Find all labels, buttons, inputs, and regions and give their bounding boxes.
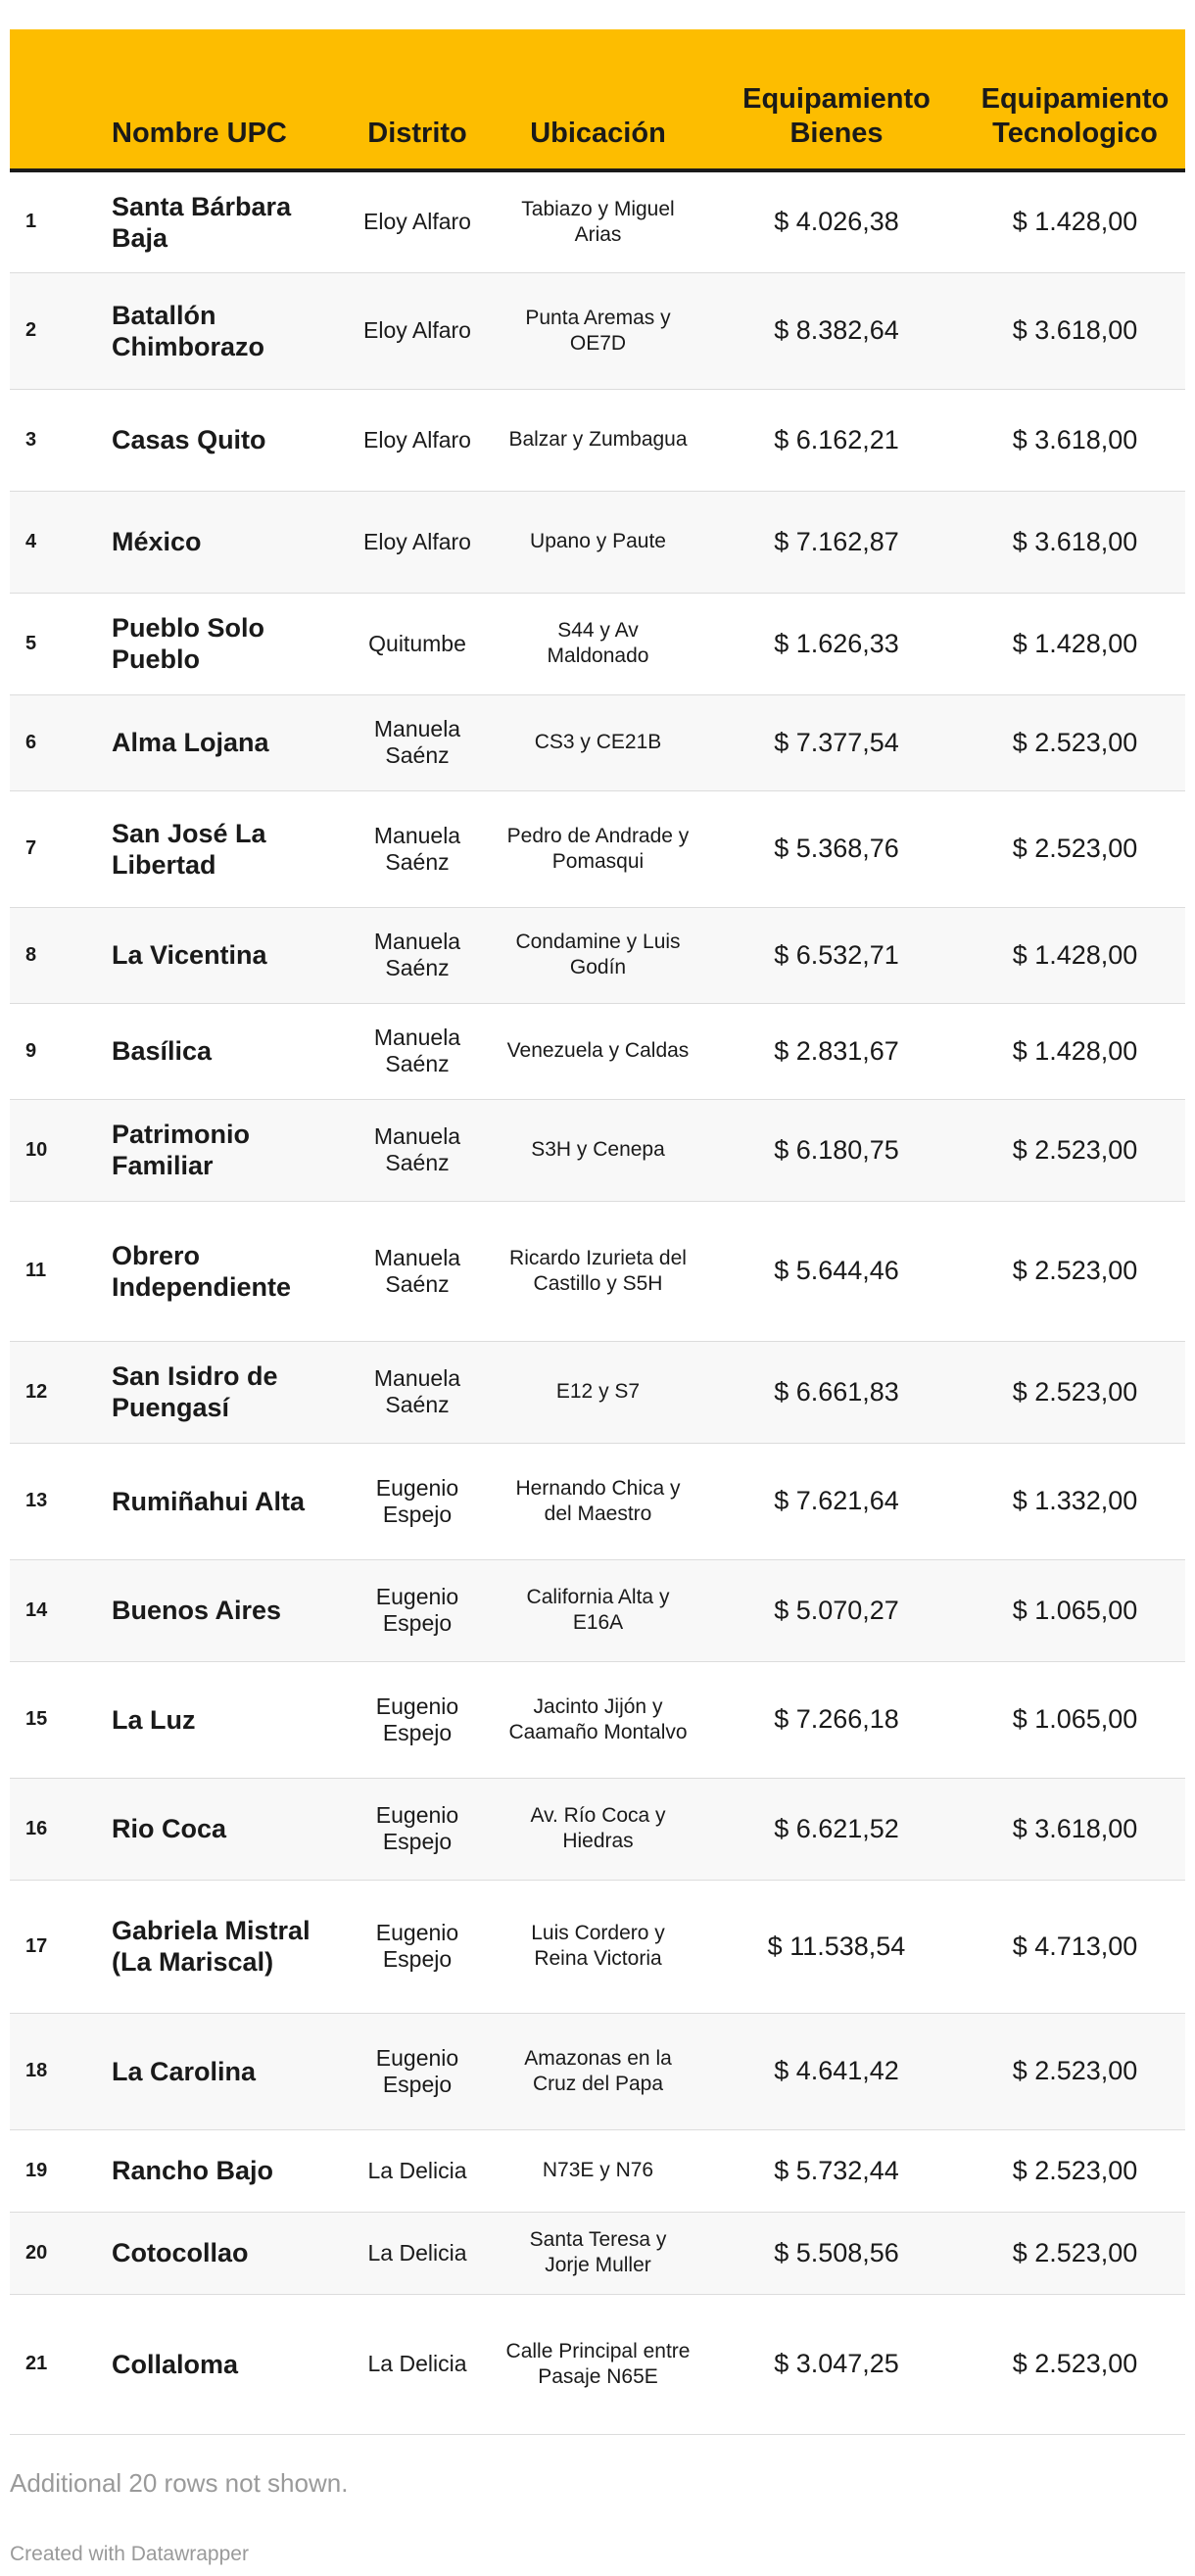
cell-distrito: Quitumbe [347,593,488,694]
datawrapper-credit[interactable]: Created with Datawrapper [10,2543,249,2565]
cell-equipamiento-bienes: $ 6.162,21 [708,389,965,491]
cell-ubicacion: Condamine y Luis Godín [488,907,708,1003]
cell-distrito: Eugenio Espejo [347,1880,488,2013]
column-header-equipamiento-bienes[interactable]: Equipamiento Bienes [708,29,965,170]
table-row [10,1201,1185,1341]
column-header-distrito[interactable]: Distrito [347,29,488,170]
table-row [10,389,1185,491]
table-row [10,907,1185,1003]
cell-equipamiento-tecnologico: $ 3.618,00 [965,491,1185,593]
cell-equipamiento-tecnologico: $ 2.523,00 [965,2294,1185,2434]
cell-equipamiento-bienes: $ 3.047,25 [708,2294,965,2434]
cell-number: 6 [10,694,112,790]
cell-nombre-upc: Rio Coca [112,1778,347,1880]
data-table [10,29,1185,2435]
cell-nombre-upc: Alma Lojana [112,694,347,790]
cell-equipamiento-tecnologico: $ 1.065,00 [965,1661,1185,1778]
table-row [10,491,1185,593]
cell-equipamiento-tecnologico: $ 4.713,00 [965,1880,1185,2013]
cell-distrito: Manuela Saénz [347,907,488,1003]
cell-nombre-upc: San José La Libertad [112,790,347,907]
table-row [10,2212,1185,2294]
cell-ubicacion: CS3 y CE21B [488,694,708,790]
cell-number: 21 [10,2294,112,2434]
cell-number: 10 [10,1099,112,1201]
table-row [10,1778,1185,1880]
cell-distrito: La Delicia [347,2212,488,2294]
cell-nombre-upc: Buenos Aires [112,1559,347,1661]
cell-equipamiento-tecnologico: $ 1.065,00 [965,1559,1185,1661]
cell-distrito: Manuela Saénz [347,1003,488,1099]
cell-nombre-upc: Santa Bárbara Baja [112,170,347,272]
cell-nombre-upc: México [112,491,347,593]
cell-number: 2 [10,272,112,389]
cell-equipamiento-tecnologico: $ 3.618,00 [965,389,1185,491]
column-header-ubicacion[interactable]: Ubicación [488,29,708,170]
cell-equipamiento-bienes: $ 7.266,18 [708,1661,965,1778]
cell-distrito: Eloy Alfaro [347,272,488,389]
cell-distrito: Eloy Alfaro [347,491,488,593]
cell-number: 5 [10,593,112,694]
cell-equipamiento-tecnologico: $ 1.428,00 [965,1003,1185,1099]
cell-ubicacion: Santa Teresa y Jorje Muller [488,2212,708,2294]
cell-nombre-upc: Basílica [112,1003,347,1099]
table-row [10,1003,1185,1099]
column-header-number[interactable] [10,29,112,170]
cell-equipamiento-tecnologico: $ 2.523,00 [965,1201,1185,1341]
cell-ubicacion: Pedro de Andrade y Pomasqui [488,790,708,907]
cell-equipamiento-tecnologico: $ 1.428,00 [965,907,1185,1003]
cell-equipamiento-bienes: $ 7.162,87 [708,491,965,593]
cell-number: 11 [10,1201,112,1341]
cell-equipamiento-tecnologico: $ 3.618,00 [965,272,1185,389]
cell-equipamiento-tecnologico: $ 2.523,00 [965,694,1185,790]
cell-distrito: Eugenio Espejo [347,1778,488,1880]
cell-ubicacion: Tabiazo y Miguel Arias [488,170,708,272]
cell-ubicacion: Ricardo Izurieta del Castillo y S5H [488,1201,708,1341]
cell-distrito: Eugenio Espejo [347,1443,488,1559]
cell-distrito: Manuela Saénz [347,694,488,790]
table-row [10,272,1185,389]
cell-number: 1 [10,170,112,272]
cell-equipamiento-bienes: $ 4.641,42 [708,2013,965,2129]
cell-distrito: Eugenio Espejo [347,2013,488,2129]
cell-nombre-upc: La Luz [112,1661,347,1778]
cell-equipamiento-bienes: $ 1.626,33 [708,593,965,694]
cell-ubicacion: Hernando Chica y del Maestro [488,1443,708,1559]
cell-ubicacion: Amazonas en la Cruz del Papa [488,2013,708,2129]
cell-nombre-upc: San Isidro de Puengasí [112,1341,347,1443]
cell-equipamiento-bienes: $ 6.661,83 [708,1341,965,1443]
cell-equipamiento-tecnologico: $ 2.523,00 [965,2212,1185,2294]
table-row [10,593,1185,694]
table-notes: Additional 20 rows not shown. [10,2468,349,2498]
cell-equipamiento-bienes: $ 5.644,46 [708,1201,965,1341]
cell-ubicacion: Upano y Paute [488,491,708,593]
cell-nombre-upc: Pueblo Solo Pueblo [112,593,347,694]
cell-equipamiento-bienes: $ 6.180,75 [708,1099,965,1201]
cell-ubicacion: Punta Aremas y OE7D [488,272,708,389]
cell-equipamiento-bienes: $ 6.532,71 [708,907,965,1003]
cell-ubicacion: N73E y N76 [488,2129,708,2212]
cell-equipamiento-bienes: $ 2.831,67 [708,1003,965,1099]
table-row [10,170,1185,272]
table-row [10,1099,1185,1201]
cell-number: 17 [10,1880,112,2013]
cell-equipamiento-bienes: $ 8.382,64 [708,272,965,389]
table-row [10,694,1185,790]
table-row [10,2129,1185,2212]
cell-distrito: Eugenio Espejo [347,1559,488,1661]
cell-nombre-upc: Cotocollao [112,2212,347,2294]
cell-number: 18 [10,2013,112,2129]
cell-equipamiento-tecnologico: $ 2.523,00 [965,2129,1185,2212]
cell-nombre-upc: La Carolina [112,2013,347,2129]
cell-distrito: La Delicia [347,2294,488,2434]
cell-distrito: Eloy Alfaro [347,170,488,272]
cell-ubicacion: Jacinto Jijón y Caamaño Montalvo [488,1661,708,1778]
cell-ubicacion: S3H y Cenepa [488,1099,708,1201]
cell-ubicacion: Balzar y Zumbagua [488,389,708,491]
table-row [10,1341,1185,1443]
cell-equipamiento-tecnologico: $ 2.523,00 [965,2013,1185,2129]
table-row [10,1661,1185,1778]
cell-number: 15 [10,1661,112,1778]
cell-equipamiento-tecnologico: $ 2.523,00 [965,790,1185,907]
cell-number: 19 [10,2129,112,2212]
cell-number: 3 [10,389,112,491]
cell-number: 8 [10,907,112,1003]
table-row [10,790,1185,907]
cell-equipamiento-tecnologico: $ 1.428,00 [965,593,1185,694]
cell-number: 13 [10,1443,112,1559]
cell-nombre-upc: Obrero Independiente [112,1201,347,1341]
table-row [10,2013,1185,2129]
cell-number: 7 [10,790,112,907]
cell-distrito: Eugenio Espejo [347,1661,488,1778]
cell-equipamiento-bienes: $ 5.368,76 [708,790,965,907]
table-body [10,170,1185,2434]
cell-number: 14 [10,1559,112,1661]
table-row [10,1559,1185,1661]
cell-equipamiento-bienes: $ 11.538,54 [708,1880,965,2013]
table-row [10,1443,1185,1559]
cell-distrito: Manuela Saénz [347,790,488,907]
cell-ubicacion: E12 y S7 [488,1341,708,1443]
column-header-equipamiento-tecnologico[interactable]: Equipamiento Tecnologico [965,29,1185,170]
table-row [10,1880,1185,2013]
cell-nombre-upc: Batallón Chimborazo [112,272,347,389]
cell-equipamiento-bienes: $ 7.621,64 [708,1443,965,1559]
cell-nombre-upc: Rumiñahui Alta [112,1443,347,1559]
cell-distrito: Manuela Saénz [347,1341,488,1443]
cell-ubicacion: Luis Cordero y Reina Victoria [488,1880,708,2013]
cell-distrito: Manuela Saénz [347,1201,488,1341]
cell-number: 16 [10,1778,112,1880]
table-row [10,2294,1185,2434]
cell-ubicacion: Calle Principal entre Pasaje N65E [488,2294,708,2434]
cell-nombre-upc: Casas Quito [112,389,347,491]
cell-ubicacion: Av. Río Coca y Hiedras [488,1778,708,1880]
table-container [10,29,1185,2435]
cell-number: 4 [10,491,112,593]
cell-equipamiento-tecnologico: $ 2.523,00 [965,1099,1185,1201]
cell-nombre-upc: Collaloma [112,2294,347,2434]
cell-equipamiento-tecnologico: $ 3.618,00 [965,1778,1185,1880]
cell-equipamiento-bienes: $ 6.621,52 [708,1778,965,1880]
cell-number: 20 [10,2212,112,2294]
cell-nombre-upc: Patrimonio Familiar [112,1099,347,1201]
cell-nombre-upc: Gabriela Mistral (La Mariscal) [112,1880,347,2013]
cell-equipamiento-tecnologico: $ 2.523,00 [965,1341,1185,1443]
cell-ubicacion: California Alta y E16A [488,1559,708,1661]
cell-equipamiento-bienes: $ 5.732,44 [708,2129,965,2212]
table-header [10,29,1185,170]
cell-nombre-upc: Rancho Bajo [112,2129,347,2212]
cell-distrito: La Delicia [347,2129,488,2212]
cell-nombre-upc: La Vicentina [112,907,347,1003]
cell-ubicacion: S44 y Av Maldonado [488,593,708,694]
cell-distrito: Manuela Saénz [347,1099,488,1201]
column-header-nombre-upc[interactable]: Nombre UPC [112,29,347,170]
cell-number: 9 [10,1003,112,1099]
cell-equipamiento-tecnologico: $ 1.428,00 [965,170,1185,272]
cell-equipamiento-bienes: $ 5.508,56 [708,2212,965,2294]
cell-number: 12 [10,1341,112,1443]
cell-equipamiento-tecnologico: $ 1.332,00 [965,1443,1185,1559]
cell-equipamiento-bienes: $ 7.377,54 [708,694,965,790]
cell-ubicacion: Venezuela y Caldas [488,1003,708,1099]
cell-equipamiento-bienes: $ 5.070,27 [708,1559,965,1661]
cell-equipamiento-bienes: $ 4.026,38 [708,170,965,272]
cell-distrito: Eloy Alfaro [347,389,488,491]
